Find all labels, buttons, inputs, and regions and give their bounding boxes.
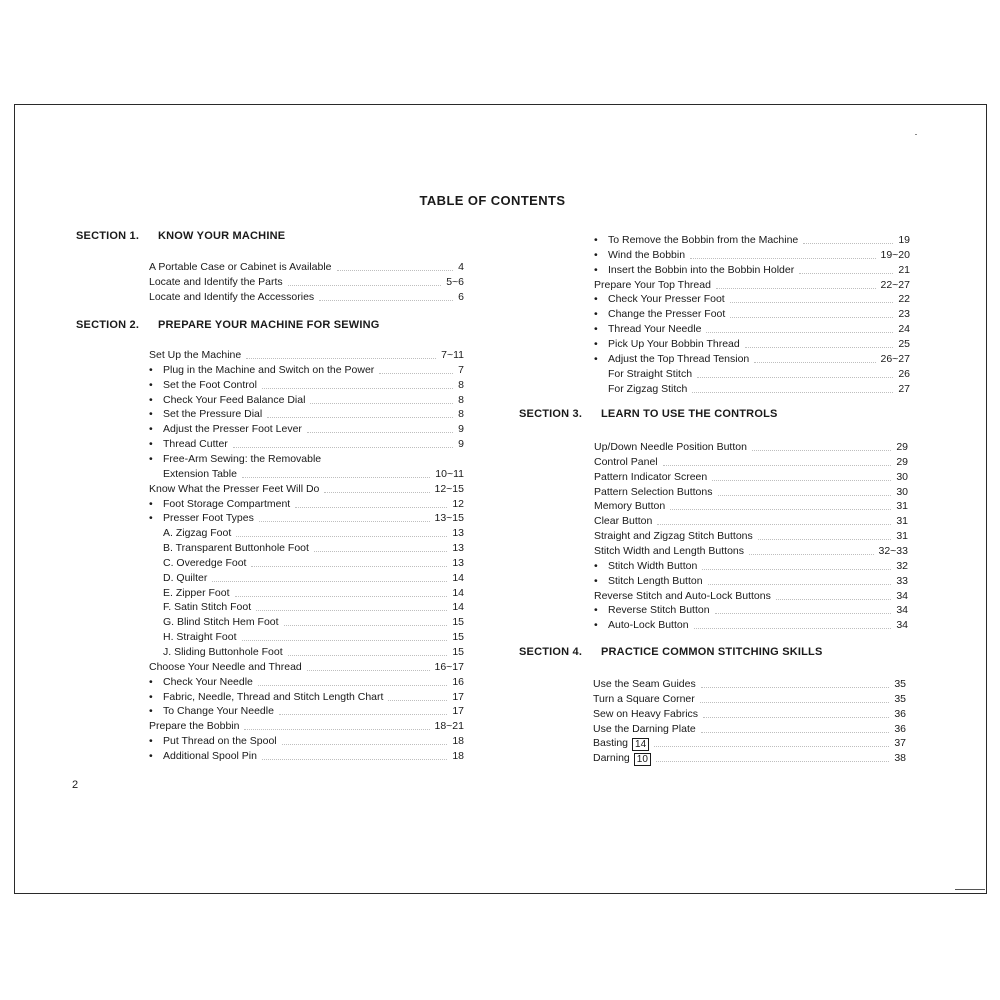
toc-entry-page: 13 (452, 556, 464, 569)
section-number: SECTION 3. (519, 408, 583, 420)
toc-entry-page: 36 (894, 707, 906, 720)
bullet-icon: • (594, 352, 598, 365)
dot-leader (654, 746, 889, 747)
toc-entry (594, 455, 908, 470)
toc-entry-label: Fabric, Needle, Thread and Stitch Length Chart (163, 690, 384, 703)
toc-entry-label: Reverse Stitch and Auto-Lock Buttons (594, 589, 771, 602)
toc-entry-page: 22~27 (880, 278, 910, 291)
bullet-icon: • (149, 705, 153, 718)
bullet-icon: • (594, 337, 598, 350)
toc-entry-page: 30 (896, 470, 908, 483)
toc-entry-page: 12~15 (434, 482, 464, 495)
toc-entry (149, 690, 464, 705)
dot-leader (251, 566, 447, 567)
toc-entry-label: Pick Up Your Bobbin Thread (608, 337, 740, 350)
toc-entry-label: C. Overedge Foot (163, 556, 247, 569)
toc-entry-page: 30 (896, 485, 908, 498)
dot-leader (212, 581, 447, 582)
toc-entry-label: Wind the Bobbin (608, 248, 686, 261)
toc-entry-label: Adjust the Presser Foot Lever (163, 423, 302, 436)
toc-entry (594, 514, 908, 529)
section-title: PRACTICE COMMON STITCHING SKILLS (601, 646, 823, 658)
bullet-icon: • (594, 323, 598, 336)
toc-entry (594, 485, 908, 500)
toc-entry (594, 307, 910, 322)
dot-leader (233, 447, 453, 448)
toc-entry (163, 630, 464, 645)
toc-entry-label: D. Quilter (163, 571, 208, 584)
toc-entry-label: A Portable Case or Cabinet is Available (149, 261, 332, 273)
dot-leader (799, 273, 893, 274)
toc-entry (149, 704, 464, 719)
dot-leader (288, 655, 448, 656)
toc-entry (163, 645, 464, 660)
dot-leader (694, 628, 892, 629)
toc-entry-label: Thread Cutter (163, 438, 228, 451)
toc-entry (163, 615, 464, 630)
toc-entry (594, 603, 908, 618)
toc-entry-label: Sew on Heavy Fabrics (593, 707, 699, 720)
dot-leader (235, 596, 448, 597)
toc-entry-label: J. Sliding Buttonhole Foot (163, 646, 283, 658)
toc-entry (149, 734, 464, 749)
toc-entry-page: 14 (452, 586, 464, 599)
toc-entry-page: 32~33 (878, 544, 908, 557)
toc-entry (163, 586, 464, 601)
toc-entry-label: Turn a Square Corner (593, 692, 695, 705)
toc-entry (149, 497, 464, 512)
toc-entry-page: 37 (894, 737, 906, 750)
section-title: PREPARE YOUR MACHINE FOR SEWING (158, 319, 380, 331)
toc-entry (163, 556, 464, 571)
dot-leader (258, 685, 447, 686)
toc-entry-page: 27 (898, 382, 910, 395)
toc-entry-label: Choose Your Needle and Thread (149, 660, 302, 673)
toc-entry-page: 6 (458, 290, 464, 303)
dot-leader (246, 358, 436, 359)
toc-entry-label: E. Zipper Foot (163, 586, 230, 599)
toc-entry-label: Locate and Identify the Parts (149, 275, 283, 288)
dot-leader (310, 403, 453, 404)
dot-leader (690, 258, 875, 259)
toc-entry (149, 482, 464, 497)
toc-entry-label: Up/Down Needle Position Button (594, 441, 747, 453)
bullet-icon: • (149, 423, 153, 436)
bullet-icon: • (594, 308, 598, 321)
toc-entry-page: 14 (452, 601, 464, 614)
toc-entry-label: B. Transparent Buttonhole Foot (163, 542, 309, 555)
bullet-icon: • (149, 735, 153, 748)
dot-leader (745, 347, 894, 348)
toc-entry (594, 559, 908, 574)
dot-leader (314, 551, 447, 552)
toc-entry (149, 452, 464, 467)
toc-entry-page: 24 (898, 323, 910, 336)
toc-entry (594, 499, 908, 514)
dot-leader (718, 495, 892, 496)
toc-entry-label: For Straight Stitch (608, 367, 693, 380)
toc-entry-label: Presser Foot Types (163, 512, 254, 525)
toc-entry-label: Adjust the Top Thread Tension (608, 352, 750, 365)
toc-entry-page: 8 (458, 408, 464, 421)
bullet-icon: • (594, 619, 598, 632)
toc-entry-label: H. Straight Foot (163, 631, 237, 644)
toc-entry (594, 589, 908, 604)
dot-leader (663, 465, 892, 466)
toc-entry (149, 437, 464, 452)
toc-entry-label: Memory Button (594, 500, 666, 513)
toc-entry-page: 13 (452, 542, 464, 555)
toc-entry (163, 600, 464, 615)
toc-entry-page: 36 (894, 722, 906, 735)
dot-leader (657, 524, 891, 525)
toc-entry (149, 363, 464, 378)
section-number: SECTION 2. (76, 319, 140, 331)
bullet-icon: • (594, 559, 598, 572)
toc-entry-label: Pattern Indicator Screen (594, 470, 708, 483)
toc-entry-page: 22 (898, 293, 910, 306)
toc-entry (594, 470, 908, 485)
toc-entry-page: 35 (894, 692, 906, 705)
toc-entry (594, 233, 910, 248)
bullet-icon: • (594, 574, 598, 587)
toc-entry-label: G. Blind Stitch Hem Foot (163, 616, 279, 629)
bullet-icon: • (594, 293, 598, 306)
toc-entry-page: 10~11 (435, 467, 464, 480)
dot-leader (307, 670, 430, 671)
dot-leader (259, 521, 430, 522)
dot-leader (803, 243, 893, 244)
bullet-icon: • (594, 248, 598, 261)
dot-leader (752, 450, 891, 451)
toc-entry (594, 352, 910, 367)
toc-entry (149, 290, 464, 305)
toc-entry-label: Stitch Length Button (608, 574, 703, 587)
toc-entry (608, 382, 910, 397)
toc-entry-page: 29 (896, 455, 908, 468)
dot-leader (279, 714, 447, 715)
toc-entry (163, 526, 464, 541)
toc-entry (594, 248, 910, 263)
toc-entry-page: 23 (898, 308, 910, 321)
bullet-icon: • (149, 749, 153, 762)
dot-leader (776, 599, 891, 600)
toc-entry-page: 15 (452, 616, 464, 629)
toc-entry-label: Plug in the Machine and Switch on the Power (163, 363, 375, 376)
bullet-icon: • (594, 234, 598, 246)
toc-entry (594, 574, 908, 589)
toc-entry-label: Darning (593, 752, 630, 765)
section-title: KNOW YOUR MACHINE (158, 230, 286, 242)
toc-entry-label: Stitch Width Button (608, 559, 698, 572)
toc-entry-page: 9 (458, 438, 464, 451)
bullet-icon: • (149, 452, 153, 465)
toc-entry (163, 571, 464, 586)
toc-entry-label: F. Satin Stitch Foot (163, 601, 252, 614)
toc-entry-page: 34 (896, 604, 908, 617)
bullet-icon: • (594, 263, 598, 276)
toc-entry-page: 17 (452, 705, 464, 718)
toc-entry (149, 407, 464, 422)
toc-entry (149, 422, 464, 437)
toc-entry-page: 16~17 (434, 660, 464, 673)
toc-entry-page: 16 (452, 675, 464, 688)
toc-entry-label: Clear Button (594, 515, 653, 528)
toc-entry-page: 19~20 (880, 248, 910, 261)
toc-entry-page: 5~6 (446, 275, 464, 288)
toc-entry-label: Check Your Feed Balance Dial (163, 393, 306, 406)
bullet-icon: • (149, 408, 153, 421)
toc-entry-page: 25 (898, 337, 910, 350)
toc-entry-page: 26~27 (880, 352, 910, 365)
toc-entry-label: Set Up the Machine (149, 349, 242, 361)
toc-entry-label: Foot Storage Compartment (163, 497, 291, 510)
toc-entry-label: Check Your Needle (163, 675, 253, 688)
pattern-number-box: 10 (634, 753, 651, 766)
toc-entry (593, 692, 906, 707)
dot-leader (262, 388, 453, 389)
toc-entry-page: 31 (896, 530, 908, 543)
dot-leader (703, 717, 889, 718)
toc-entry-label: Prepare the Bobbin (149, 720, 240, 733)
toc-entry-page: 12 (452, 497, 464, 510)
toc-entry (593, 707, 906, 722)
dot-leader (670, 509, 891, 510)
toc-entry (163, 541, 464, 556)
toc-entry-label: Check Your Presser Foot (608, 293, 725, 306)
dot-leader (656, 761, 889, 762)
section-1-heading (76, 230, 286, 242)
toc-entry-label: Extension Table (163, 467, 237, 480)
toc-entry-label: Locate and Identify the Accessories (149, 290, 315, 303)
dot-leader (700, 702, 890, 703)
toc-entry (149, 348, 464, 363)
toc-entry-label: Basting (593, 737, 629, 750)
dot-leader (712, 480, 891, 481)
toc-entry (149, 275, 464, 290)
dot-leader (701, 732, 890, 733)
dot-leader (702, 569, 891, 570)
toc-entry-page: 4 (458, 261, 464, 273)
dot-leader (708, 584, 892, 585)
dot-leader (242, 477, 430, 478)
toc-entry-label: Use the Darning Plate (593, 722, 696, 735)
bullet-icon: • (149, 675, 153, 688)
toc-entry-page: 33 (896, 574, 908, 587)
toc-entry-page: 8 (458, 378, 464, 391)
toc-entry-page: 14 (452, 571, 464, 584)
toc-entry-page: 15 (452, 646, 464, 658)
toc-entry-label: Know What the Presser Feet Will Do (149, 482, 320, 495)
toc-entry (149, 393, 464, 408)
toc-entry (149, 719, 464, 734)
toc-entry-label: Auto-Lock Button (608, 619, 689, 632)
dot-leader (288, 285, 442, 286)
toc-entry (594, 322, 910, 337)
toc-entry-page: 9 (458, 423, 464, 436)
toc-entry (593, 722, 906, 737)
dot-leader (692, 392, 893, 393)
toc-entry-label: A. Zigzag Foot (163, 527, 232, 540)
dot-leader (749, 554, 873, 555)
toc-entry-page: 13~15 (434, 512, 464, 525)
toc-entry (593, 751, 906, 766)
toc-entry-page: 8 (458, 393, 464, 406)
page-title: TABLE OF CONTENTS (419, 193, 566, 208)
toc-entry-page: 26 (898, 367, 910, 380)
dot-leader (697, 377, 893, 378)
toc-entry (594, 278, 910, 293)
toc-entry-label: Control Panel (594, 455, 658, 468)
toc-entry-label: Use the Seam Guides (593, 678, 696, 690)
toc-entry-page: 13 (452, 527, 464, 540)
bullet-icon: • (149, 393, 153, 406)
toc-entry (149, 675, 464, 690)
toc-entry (163, 467, 464, 482)
dot-leader (379, 373, 453, 374)
dot-leader (715, 613, 892, 614)
bullet-icon: • (149, 497, 153, 510)
toc-entry-page: 18~21 (434, 720, 464, 733)
bullet-icon: • (149, 438, 153, 451)
toc-entry-page: 19 (898, 234, 910, 246)
toc-entry-page: 31 (896, 500, 908, 513)
bullet-icon: • (594, 604, 598, 617)
dot-leader (319, 300, 453, 301)
bullet-icon: • (149, 363, 153, 376)
toc-entry-label: To Remove the Bobbin from the Machine (608, 234, 799, 246)
toc-entry-label: Change the Presser Foot (608, 308, 726, 321)
dot-leader (716, 288, 876, 289)
toc-entry-page: 34 (896, 589, 908, 602)
toc-entry-page: 18 (452, 735, 464, 748)
section-number: SECTION 1. (76, 230, 140, 242)
dot-leader (256, 610, 447, 611)
toc-entry-label: Stitch Width and Length Buttons (594, 544, 745, 557)
section-3-heading (519, 408, 778, 420)
dot-leader (730, 302, 894, 303)
toc-entry (594, 440, 908, 455)
toc-entry-label: Insert the Bobbin into the Bobbin Holder (608, 263, 795, 276)
toc-entry (593, 736, 906, 751)
toc-entry-page: 21 (898, 263, 910, 276)
toc-entry (593, 677, 906, 692)
toc-entry (594, 618, 908, 633)
toc-entry-label: Thread Your Needle (608, 323, 702, 336)
dot-leader (324, 492, 429, 493)
dot-leader (242, 640, 448, 641)
dot-leader (244, 729, 429, 730)
toc-entry-page: 17 (452, 690, 464, 703)
toc-entry-label: Pattern Selection Buttons (594, 485, 713, 498)
toc-entry-label: Additional Spool Pin (163, 749, 257, 762)
toc-entry (594, 263, 910, 278)
scan-speck (915, 134, 917, 135)
dot-leader (267, 417, 453, 418)
toc-entry-page: 31 (896, 515, 908, 528)
dot-leader (307, 432, 453, 433)
toc-entry (149, 511, 464, 526)
toc-entry (594, 529, 908, 544)
toc-entry-page: 15 (452, 631, 464, 644)
toc-entry-page: 7~11 (441, 349, 464, 361)
toc-entry-page: 34 (896, 619, 908, 632)
section-4-heading (519, 646, 823, 658)
toc-entry-label: Prepare Your Top Thread (594, 278, 711, 291)
dot-leader (295, 507, 447, 508)
toc-entry-label: Set the Foot Control (163, 378, 257, 391)
toc-entry (149, 378, 464, 393)
toc-entry-label: Put Thread on the Spool (163, 735, 277, 748)
dot-leader (730, 317, 893, 318)
toc-entry-page: 18 (452, 749, 464, 762)
dot-leader (706, 332, 893, 333)
toc-entry-label: Reverse Stitch Button (608, 604, 710, 617)
toc-entry-page: 35 (894, 678, 906, 690)
dot-leader (388, 700, 447, 701)
dot-leader (337, 270, 454, 271)
section-2-heading (76, 319, 380, 331)
toc-entry-label: Set the Pressure Dial (163, 408, 263, 421)
pattern-number-box: 14 (632, 738, 649, 751)
toc-entry (608, 367, 910, 382)
dot-leader (754, 362, 875, 363)
toc-entry-label: Free-Arm Sewing: the Removable (163, 452, 322, 465)
page-number: 2 (72, 779, 79, 791)
toc-entry-label: To Change Your Needle (163, 705, 274, 718)
toc-entry (149, 260, 464, 275)
corner-mark (955, 889, 985, 890)
toc-entry (149, 660, 464, 675)
section-title: LEARN TO USE THE CONTROLS (601, 408, 778, 420)
dot-leader (262, 759, 447, 760)
bullet-icon: • (149, 378, 153, 391)
dot-leader (701, 687, 890, 688)
dot-leader (758, 539, 892, 540)
toc-entry-label: For Zigzag Stitch (608, 382, 688, 395)
bullet-icon: • (149, 690, 153, 703)
bullet-icon: • (149, 512, 153, 525)
toc-entry (149, 749, 464, 764)
dot-leader (282, 744, 448, 745)
section-number: SECTION 4. (519, 646, 583, 658)
dot-leader (236, 536, 447, 537)
toc-entry (594, 292, 910, 307)
toc-entry-label: Straight and Zigzag Stitch Buttons (594, 530, 753, 543)
toc-entry-page: 38 (894, 752, 906, 765)
toc-entry (594, 337, 910, 352)
toc-entry-page: 29 (896, 441, 908, 453)
toc-entry (594, 544, 908, 559)
toc-entry-page: 7 (458, 363, 464, 376)
dot-leader (284, 625, 448, 626)
toc-entry-page: 32 (896, 559, 908, 572)
